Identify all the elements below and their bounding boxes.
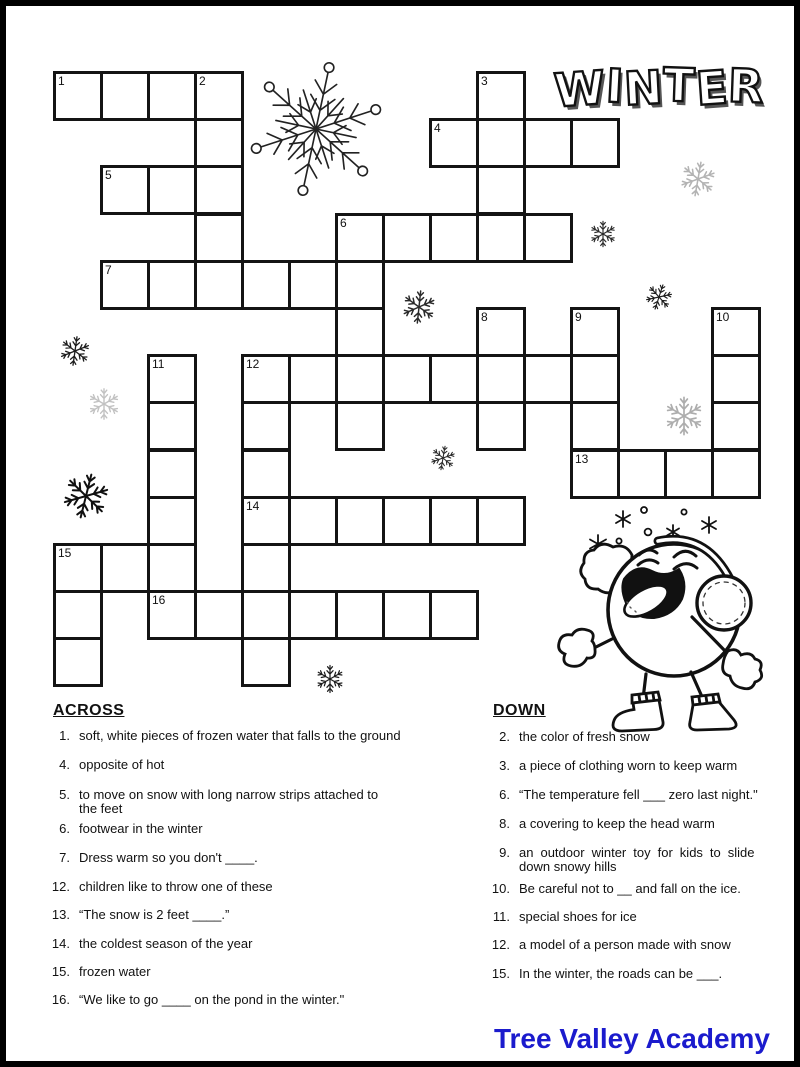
clue-number: 6. — [59, 821, 70, 836]
grid-cell[interactable] — [147, 165, 197, 215]
snowflake-icon — [232, 45, 400, 213]
across-clue — [46, 880, 411, 894]
grid-cell[interactable] — [53, 637, 103, 687]
grid-cell[interactable] — [194, 118, 244, 168]
grid-cell[interactable] — [241, 543, 291, 593]
grid-cell[interactable] — [335, 590, 385, 640]
clue-text: “We like to go ____ on the pond in the winter." — [79, 992, 345, 1007]
grid-cell[interactable] — [241, 449, 291, 499]
clue-number: 11. — [492, 909, 510, 924]
clue-number: 6. — [499, 787, 510, 802]
clue-text: Be careful not to __ and fall on the ice. — [519, 881, 741, 896]
clue-text: children like to throw one of these — [79, 879, 273, 894]
grid-cell[interactable] — [53, 71, 103, 121]
grid-cell[interactable] — [241, 496, 291, 546]
clue-number-label: 12 — [246, 357, 260, 371]
grid-cell[interactable] — [335, 307, 385, 357]
grid-cell[interactable] — [100, 71, 150, 121]
grid-cell[interactable] — [147, 543, 197, 593]
across-clue — [46, 937, 411, 951]
clue-text: to move on snow with long narrow strips attached to the feet — [79, 787, 379, 816]
across-clue — [46, 822, 411, 836]
snowflake-icon — [54, 464, 117, 527]
clue-number: 8. — [499, 816, 510, 831]
right-earmuff — [697, 576, 751, 630]
clue-number: 13. — [51, 907, 70, 922]
clue-number-label: 6 — [340, 216, 347, 230]
down-clue — [488, 788, 771, 802]
grid-cell[interactable] — [476, 118, 526, 168]
clue-number-label: 5 — [105, 168, 112, 182]
clue-text: opposite of hot — [79, 757, 165, 772]
brand-text: Tree Valley Academy — [493, 1023, 770, 1054]
clue-number: 5. — [59, 787, 70, 802]
grid-cell[interactable] — [147, 449, 197, 499]
title-letter: W — [552, 60, 607, 118]
grid-cell[interactable] — [429, 496, 479, 546]
down-clue — [488, 730, 771, 744]
grid-cell[interactable] — [147, 496, 197, 546]
grid-cell[interactable] — [711, 354, 761, 404]
grid-cell[interactable] — [382, 496, 432, 546]
grid-cell[interactable] — [476, 165, 526, 215]
clue-text: Dress warm so you don't ____. — [79, 850, 258, 865]
grid-cell[interactable] — [147, 71, 197, 121]
snowman-illustration — [546, 501, 800, 751]
grid-cell[interactable] — [335, 260, 385, 310]
grid-cell[interactable] — [476, 354, 526, 404]
down-clue — [488, 967, 771, 981]
grid-cell[interactable] — [194, 71, 244, 121]
clue-number: 1. — [59, 728, 70, 743]
grid-cell[interactable] — [476, 496, 526, 546]
grid-cell[interactable] — [570, 354, 620, 404]
title-letter: E — [693, 59, 730, 117]
grid-cell[interactable] — [476, 401, 526, 451]
grid-cell[interactable] — [288, 354, 338, 404]
clue-text: In the winter, the roads can be ___. — [519, 966, 723, 981]
clue-number: 7. — [59, 850, 70, 865]
grid-cell[interactable] — [711, 401, 761, 451]
snowflake-icon — [640, 278, 678, 316]
across-clue — [46, 758, 411, 772]
grid-cell[interactable] — [241, 637, 291, 687]
down-clue — [488, 882, 771, 896]
title-letter: T — [662, 57, 696, 113]
clue-number-label: 11 — [152, 357, 165, 371]
grid-cell[interactable] — [711, 307, 761, 357]
grid-cell[interactable] — [664, 449, 714, 499]
grid-cell[interactable] — [100, 543, 150, 593]
snowflake-icon — [56, 332, 94, 370]
grid-cell[interactable] — [335, 401, 385, 451]
snowflake-icon — [675, 156, 721, 202]
right-mitten — [723, 650, 762, 689]
grid-cell[interactable] — [147, 260, 197, 310]
clue-number-label: 13 — [575, 452, 589, 466]
clue-text: footwear in the winter — [79, 821, 203, 836]
grid-cell[interactable] — [523, 354, 573, 404]
clue-text: soft, white pieces of frozen water that falls to the ground — [79, 728, 401, 743]
across-heading: ACROSS — [53, 702, 125, 719]
grid-cell[interactable] — [335, 354, 385, 404]
across-clue — [46, 993, 411, 1007]
snowflake-icon — [314, 663, 346, 695]
across-clue — [46, 729, 411, 743]
clue-number-label: 8 — [481, 310, 488, 324]
grid-cell[interactable] — [335, 213, 385, 263]
grid-cell[interactable] — [570, 307, 620, 357]
left-boot — [613, 692, 663, 731]
grid-cell[interactable] — [382, 590, 432, 640]
clue-text: “The snow is 2 feet ____.” — [79, 907, 230, 922]
grid-cell[interactable] — [241, 401, 291, 451]
clue-number-label: 2 — [199, 74, 206, 88]
grid-cell[interactable] — [288, 496, 338, 546]
clue-text: an outdoor winter toy for kids to slide down snowy hills — [519, 845, 755, 874]
clue-text: the color of fresh snow — [519, 729, 650, 744]
grid-cell[interactable] — [288, 590, 338, 640]
grid-cell[interactable] — [100, 260, 150, 310]
grid-cell[interactable] — [711, 449, 761, 499]
grid-cell[interactable] — [429, 590, 479, 640]
grid-cell[interactable] — [523, 213, 573, 263]
grid-cell[interactable] — [53, 590, 103, 640]
clue-number-label: 10 — [716, 310, 730, 324]
grid-cell[interactable] — [241, 260, 291, 310]
down-clue — [488, 938, 771, 952]
clue-number-label: 7 — [105, 263, 112, 277]
clue-number: 16. — [51, 992, 70, 1007]
page-title — [554, 58, 794, 120]
grid-cell[interactable] — [429, 213, 479, 263]
snowflake-icon — [398, 286, 440, 328]
down-clue — [488, 759, 771, 773]
grid-cell[interactable] — [523, 118, 573, 168]
clue-number: 12. — [51, 879, 70, 894]
clue-text: a model of a person made with snow — [519, 937, 731, 952]
clue-text: a piece of clothing worn to keep warm — [519, 758, 738, 773]
grid-cell[interactable] — [476, 213, 526, 263]
clue-number: 15. — [491, 966, 510, 981]
clue-number: 3. — [499, 758, 510, 773]
grid-cell[interactable] — [147, 354, 197, 404]
grid-cell[interactable] — [288, 260, 338, 310]
grid-cell[interactable] — [194, 590, 244, 640]
grid-cell[interactable] — [429, 118, 479, 168]
grid-cell[interactable] — [570, 118, 620, 168]
clue-number: 2. — [499, 729, 510, 744]
grid-cell[interactable] — [100, 165, 150, 215]
grid-cell[interactable] — [429, 354, 479, 404]
title-letter: N — [622, 60, 664, 116]
grid-cell[interactable] — [617, 449, 667, 499]
grid-cell[interactable] — [382, 354, 432, 404]
clue-text: a covering to keep the head warm — [519, 816, 715, 831]
across-clue — [46, 965, 411, 979]
snowflake-icon — [588, 219, 618, 249]
clue-number: 14. — [51, 936, 70, 951]
across-clue — [46, 908, 411, 922]
clue-number-label: 14 — [246, 499, 260, 513]
grid-cell[interactable] — [335, 496, 385, 546]
clue-text: special shoes for ice — [519, 909, 637, 924]
snowflake-icon — [86, 386, 122, 422]
grid-cell[interactable] — [194, 165, 244, 215]
title-letter: I — [604, 58, 625, 114]
clue-number-label: 16 — [152, 593, 166, 607]
grid-cell[interactable] — [147, 401, 197, 451]
title-letter: R — [727, 58, 765, 114]
clue-number-label: 15 — [58, 546, 72, 560]
grid-cell[interactable] — [241, 354, 291, 404]
clue-number: 4. — [59, 757, 70, 772]
clue-number: 9. — [499, 845, 510, 860]
clue-number-label: 4 — [434, 121, 441, 135]
clue-text: “The temperature fell ___ zero last night." — [519, 787, 758, 802]
grid-cell[interactable] — [570, 401, 620, 451]
across-clue — [46, 788, 411, 815]
down-clue — [488, 817, 771, 831]
right-boot — [690, 694, 736, 730]
across-clue — [46, 851, 411, 865]
down-heading: DOWN — [493, 702, 546, 719]
grid-cell[interactable] — [382, 213, 432, 263]
grid-cell[interactable] — [476, 307, 526, 357]
clue-text: the coldest season of the year — [79, 936, 253, 951]
snowflake-icon — [662, 394, 706, 438]
left-mitten — [559, 629, 596, 666]
clue-text: frozen water — [79, 964, 151, 979]
grid-cell[interactable] — [194, 260, 244, 310]
snowflake-icon — [427, 442, 459, 474]
clue-number: 10. — [491, 881, 510, 896]
grid-cell[interactable] — [147, 590, 197, 640]
clue-number: 12. — [491, 937, 510, 952]
grid-cell[interactable] — [570, 449, 620, 499]
clue-number: 15. — [51, 964, 70, 979]
clue-number-label: 3 — [481, 74, 488, 88]
grid-cell[interactable] — [194, 213, 244, 263]
down-clue — [488, 846, 771, 873]
grid-cell[interactable] — [476, 71, 526, 121]
down-clue — [488, 910, 771, 924]
grid-cell[interactable] — [241, 590, 291, 640]
clue-number-label: 9 — [575, 310, 582, 324]
clue-number-label: 1 — [58, 74, 65, 88]
grid-cell[interactable] — [53, 543, 103, 593]
